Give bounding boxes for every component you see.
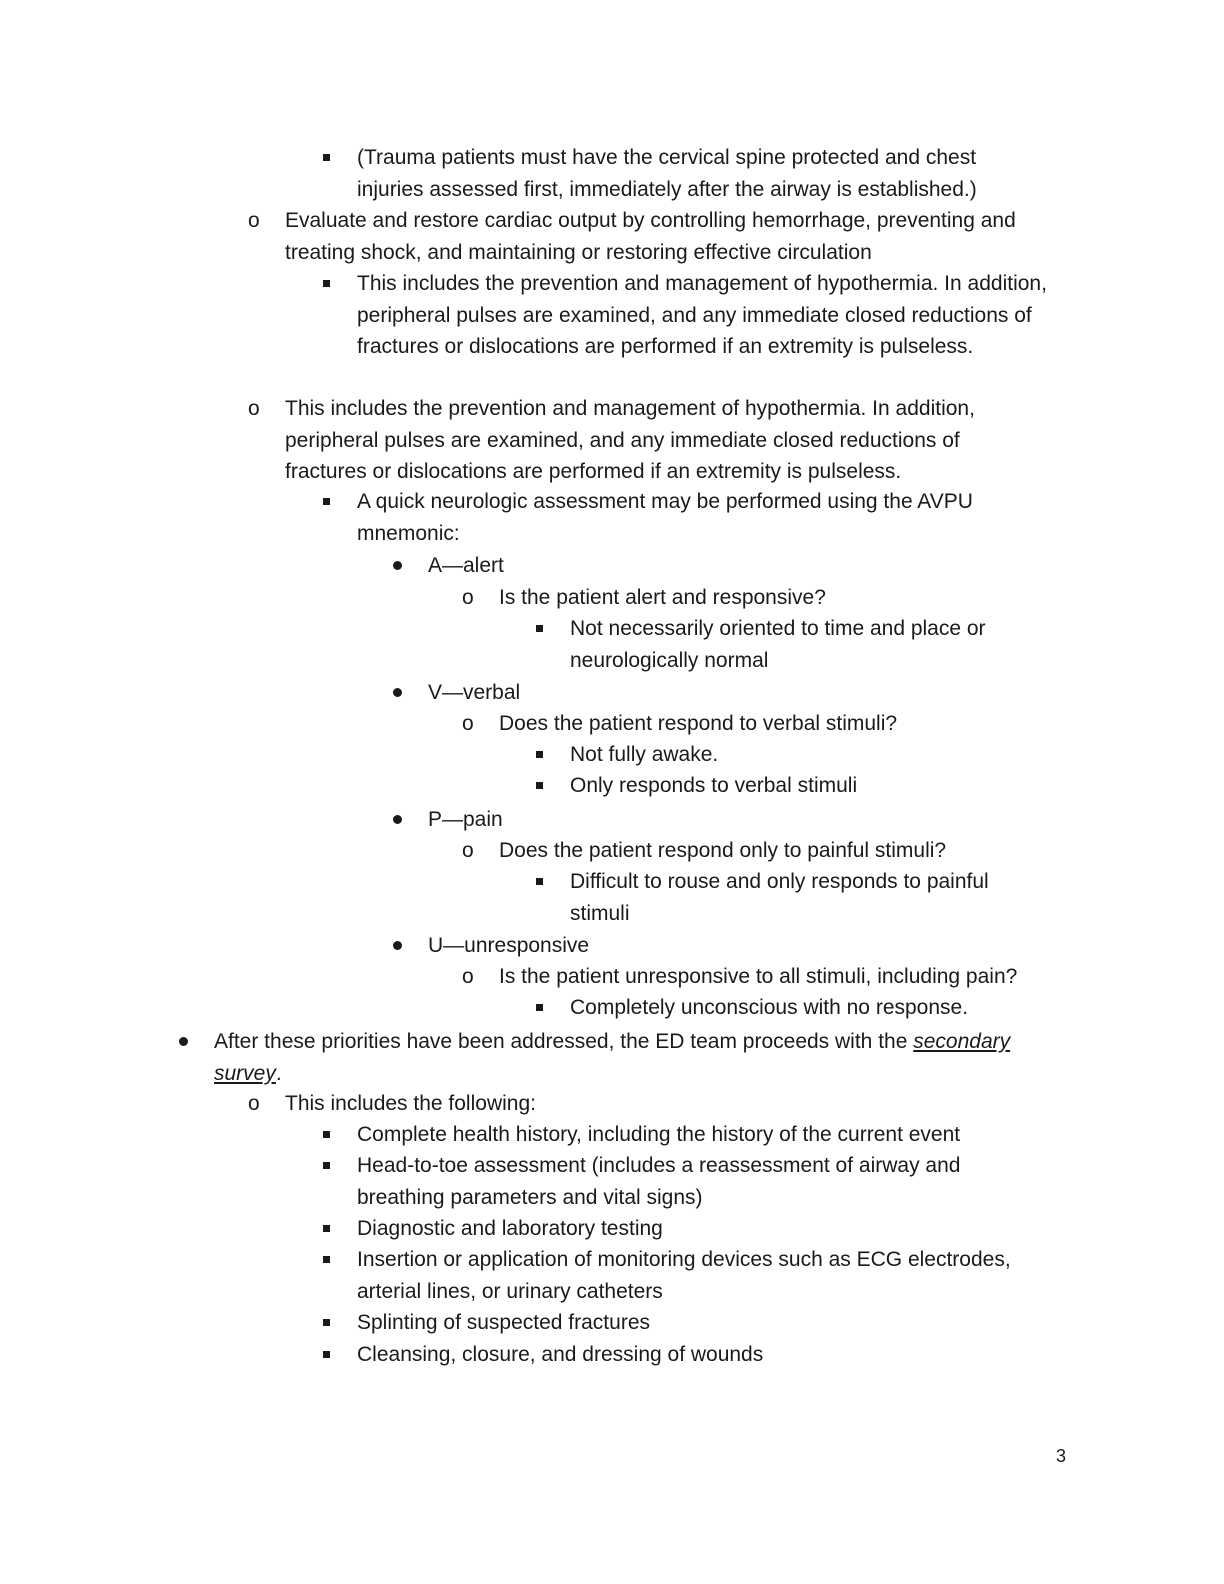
- circle-bullet-icon: o: [248, 1092, 260, 1115]
- list-item: [462, 582, 1039, 614]
- square-bullet-icon: [536, 625, 543, 632]
- square-bullet-icon: [536, 782, 543, 789]
- list-item-text-part: .: [275, 1061, 282, 1085]
- list-item-text: Is the patient alert and responsive?: [499, 586, 826, 609]
- list-item-text: This includes the prevention and management of hypothermia. In addition, peripheral pulses are examined, and any immediate closed reductions of fractures or dislocations are performed if an extremity is pulseless.: [285, 397, 975, 483]
- list-item-text: Head-to-toe assessment (includes a reassessment of airway and breathing parameters and vital signs): [357, 1154, 961, 1209]
- round-bullet-icon: [393, 561, 402, 570]
- list-item: [214, 1026, 1054, 1089]
- list-item: [248, 205, 1065, 268]
- list-item-text-part: After these priorities have been addressed, the ED team proceeds with the: [214, 1030, 914, 1053]
- secondary-survey-term: secondary survey: [214, 1030, 1011, 1085]
- list-item: [357, 1339, 1037, 1371]
- list-item: [462, 708, 1039, 740]
- list-item: [357, 1307, 1037, 1339]
- list-item-text: Diagnostic and laboratory testing: [357, 1217, 663, 1240]
- list-item: [428, 930, 988, 962]
- square-bullet-icon: [323, 1351, 330, 1358]
- round-bullet-icon: [393, 815, 402, 824]
- list-item-text: Cleansing, closure, and dressing of wounds: [357, 1343, 764, 1366]
- list-item-text: A—alert: [428, 554, 504, 577]
- list-item: [357, 1150, 997, 1213]
- circle-bullet-icon: o: [462, 839, 474, 862]
- circle-bullet-icon: o: [248, 209, 260, 232]
- list-item-text: (Trauma patients must have the cervical spine protected and chest injuries assessed first, immediately after the airway is established.): [357, 146, 977, 201]
- list-item-text: This includes the prevention and management of hypothermia. In addition, peripheral pulses are examined, and any immediate closed reductions of fractures or dislocations are performed if an extremity is pulseless.: [357, 272, 1047, 358]
- square-bullet-icon: [536, 878, 543, 885]
- list-item-text: P—pain: [428, 808, 503, 831]
- round-bullet-icon: [179, 1037, 188, 1046]
- list-item: [570, 613, 1030, 676]
- square-bullet-icon: [323, 280, 330, 287]
- list-item-text: Evaluate and restore cardiac output by controlling hemorrhage, preventing and treating shock, and maintaining or restoring effective circulation: [285, 209, 1016, 264]
- list-item: [357, 142, 1017, 205]
- list-item: [357, 1213, 1037, 1245]
- square-bullet-icon: [323, 1162, 330, 1169]
- list-item-text: Does the patient respond only to painful stimuli?: [499, 839, 947, 862]
- list-item: [428, 677, 988, 709]
- list-item: [570, 739, 1030, 771]
- circle-bullet-icon: o: [462, 965, 474, 988]
- square-bullet-icon: [323, 1319, 330, 1326]
- list-item: [357, 1119, 1037, 1151]
- list-item: [462, 835, 1039, 867]
- square-bullet-icon: [323, 1131, 330, 1138]
- square-bullet-icon: [536, 1004, 543, 1011]
- list-item-text: Not fully awake.: [570, 743, 719, 766]
- list-item-text: [214, 1026, 1054, 1089]
- list-item-text: Splinting of suspected fractures: [357, 1311, 650, 1334]
- list-item: [570, 992, 1050, 1024]
- round-bullet-icon: [393, 688, 402, 697]
- page-number: 3: [1056, 1446, 1067, 1466]
- list-item: [462, 961, 1079, 993]
- circle-bullet-icon: o: [248, 397, 260, 420]
- list-item-text: Complete health history, including the history of the current event: [357, 1123, 961, 1146]
- list-item-text: Does the patient respond to verbal stimuli?: [499, 712, 898, 735]
- list-item-text: A quick neurologic assessment may be performed using the AVPU mnemonic:: [357, 490, 973, 545]
- list-item: [248, 1088, 1025, 1120]
- square-bullet-icon: [323, 498, 330, 505]
- list-item: [248, 393, 1025, 488]
- list-item: [357, 486, 1017, 549]
- circle-bullet-icon: o: [462, 586, 474, 609]
- list-item: [357, 268, 1057, 363]
- list-item: [428, 804, 988, 836]
- list-item: [570, 770, 1030, 802]
- list-item: [428, 550, 988, 582]
- list-item-text: Insertion or application of monitoring devices such as ECG electrodes, arterial lines, or urinary catheters: [357, 1248, 1011, 1303]
- list-item-text: U—unresponsive: [428, 934, 590, 957]
- square-bullet-icon: [323, 154, 330, 161]
- list-item-text: V—verbal: [428, 681, 521, 704]
- circle-bullet-icon: o: [462, 712, 474, 735]
- list-item: [357, 1244, 1047, 1307]
- list-item-text: Not necessarily oriented to time and place or neurologically normal: [570, 617, 986, 672]
- list-item-text: Is the patient unresponsive to all stimuli, including pain?: [499, 965, 1018, 988]
- round-bullet-icon: [393, 941, 402, 950]
- square-bullet-icon: [536, 751, 543, 758]
- square-bullet-icon: [323, 1256, 330, 1263]
- list-item: [570, 866, 1030, 929]
- list-item-text: Only responds to verbal stimuli: [570, 774, 858, 797]
- square-bullet-icon: [323, 1225, 330, 1232]
- list-item-text: This includes the following:: [285, 1092, 536, 1115]
- list-item-text: Completely unconscious with no response.: [570, 996, 969, 1019]
- list-item-text: Difficult to rouse and only responds to painful stimuli: [570, 870, 989, 925]
